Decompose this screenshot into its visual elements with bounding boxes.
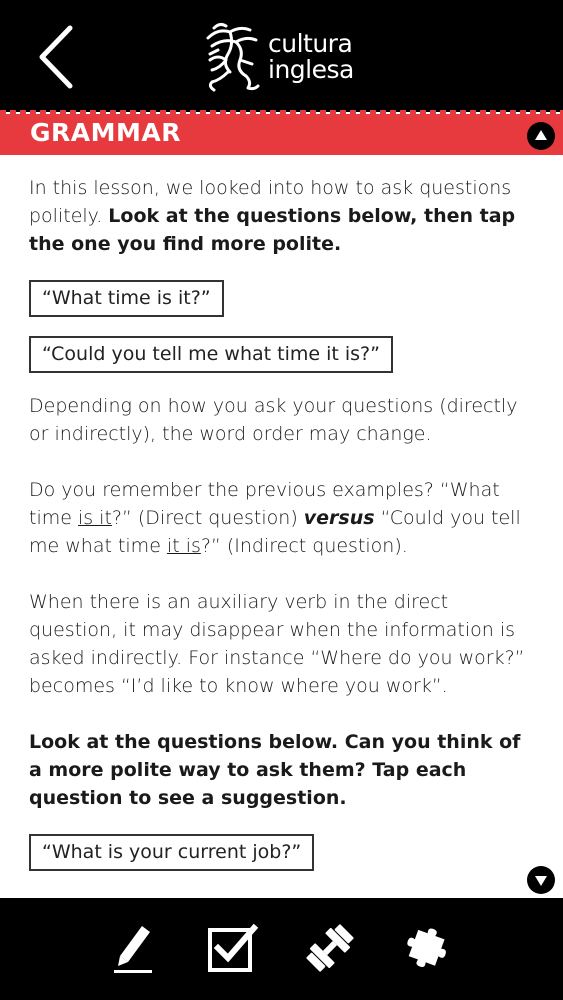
cultura-inglesa-logo (200, 18, 375, 96)
chevron-left-icon (32, 22, 84, 92)
triangle-down-icon (527, 866, 555, 894)
dumbbell-icon (302, 920, 358, 976)
triangle-up-icon (527, 122, 555, 150)
collapse-button[interactable] (527, 122, 555, 150)
toolbar-write-button[interactable] (108, 920, 164, 976)
intro-text: In this lesson, we looked into how to ask questions politely. (29, 177, 512, 227)
logo-line-2: inglesa (268, 55, 354, 84)
word-order-paragraph: Depending on how you ask your questions (directly or indirectly), the word order may change. (29, 395, 518, 445)
scroll-down-button[interactable] (527, 866, 555, 894)
section-header (0, 114, 563, 155)
choice-direct-question[interactable]: “What time is it?” (29, 280, 224, 317)
auxiliary-verb-paragraph: When there is an auxiliary verb in the direct question, it may disappear when the information is asked indirectly. For instance “Where do you work?” becomes “I’d like to know where you work”. (29, 591, 525, 697)
question-current-job[interactable]: “What is your current job?” (29, 834, 314, 871)
logo-line-1: cultura (268, 29, 353, 58)
toolbar-practice-button[interactable] (302, 920, 358, 976)
bottom-toolbar (0, 898, 563, 1000)
lesson-content (29, 172, 539, 892)
checkbox-icon (204, 920, 260, 976)
logo-text (268, 31, 354, 83)
examples-text-d: ?” (Indirect question). (200, 535, 408, 557)
section-title: GRAMMAR (30, 118, 181, 147)
examples-text-b: ?” (Direct question) (111, 507, 304, 529)
toolbar-puzzle-button[interactable] (400, 920, 456, 976)
examples-paragraph (29, 476, 539, 560)
examples-text-a: Do you remember the previous examples? “What time (29, 479, 500, 529)
examples-underline-1: is it (77, 507, 112, 529)
examples-versus: versus (303, 507, 375, 529)
intro-paragraph (29, 174, 539, 258)
examples-underline-2: it is (166, 535, 201, 557)
choice-indirect-question[interactable]: “Could you tell me what time it is?” (29, 336, 393, 373)
toolbar-check-button[interactable] (204, 920, 260, 976)
puzzle-icon (400, 920, 456, 976)
top-bar (0, 0, 563, 112)
back-button[interactable] (32, 22, 84, 92)
intro-instruction: Look at the questions below, then tap the one you find more polite. (29, 205, 516, 255)
pencil-icon (108, 920, 164, 976)
lion-emblem-icon (200, 20, 264, 94)
examples-text-c: “Could you tell me what time (29, 507, 521, 557)
practice-instruction: Look at the questions below. Can you think of a more polite way to ask them? Tap each question to see a suggestion. (29, 731, 521, 809)
